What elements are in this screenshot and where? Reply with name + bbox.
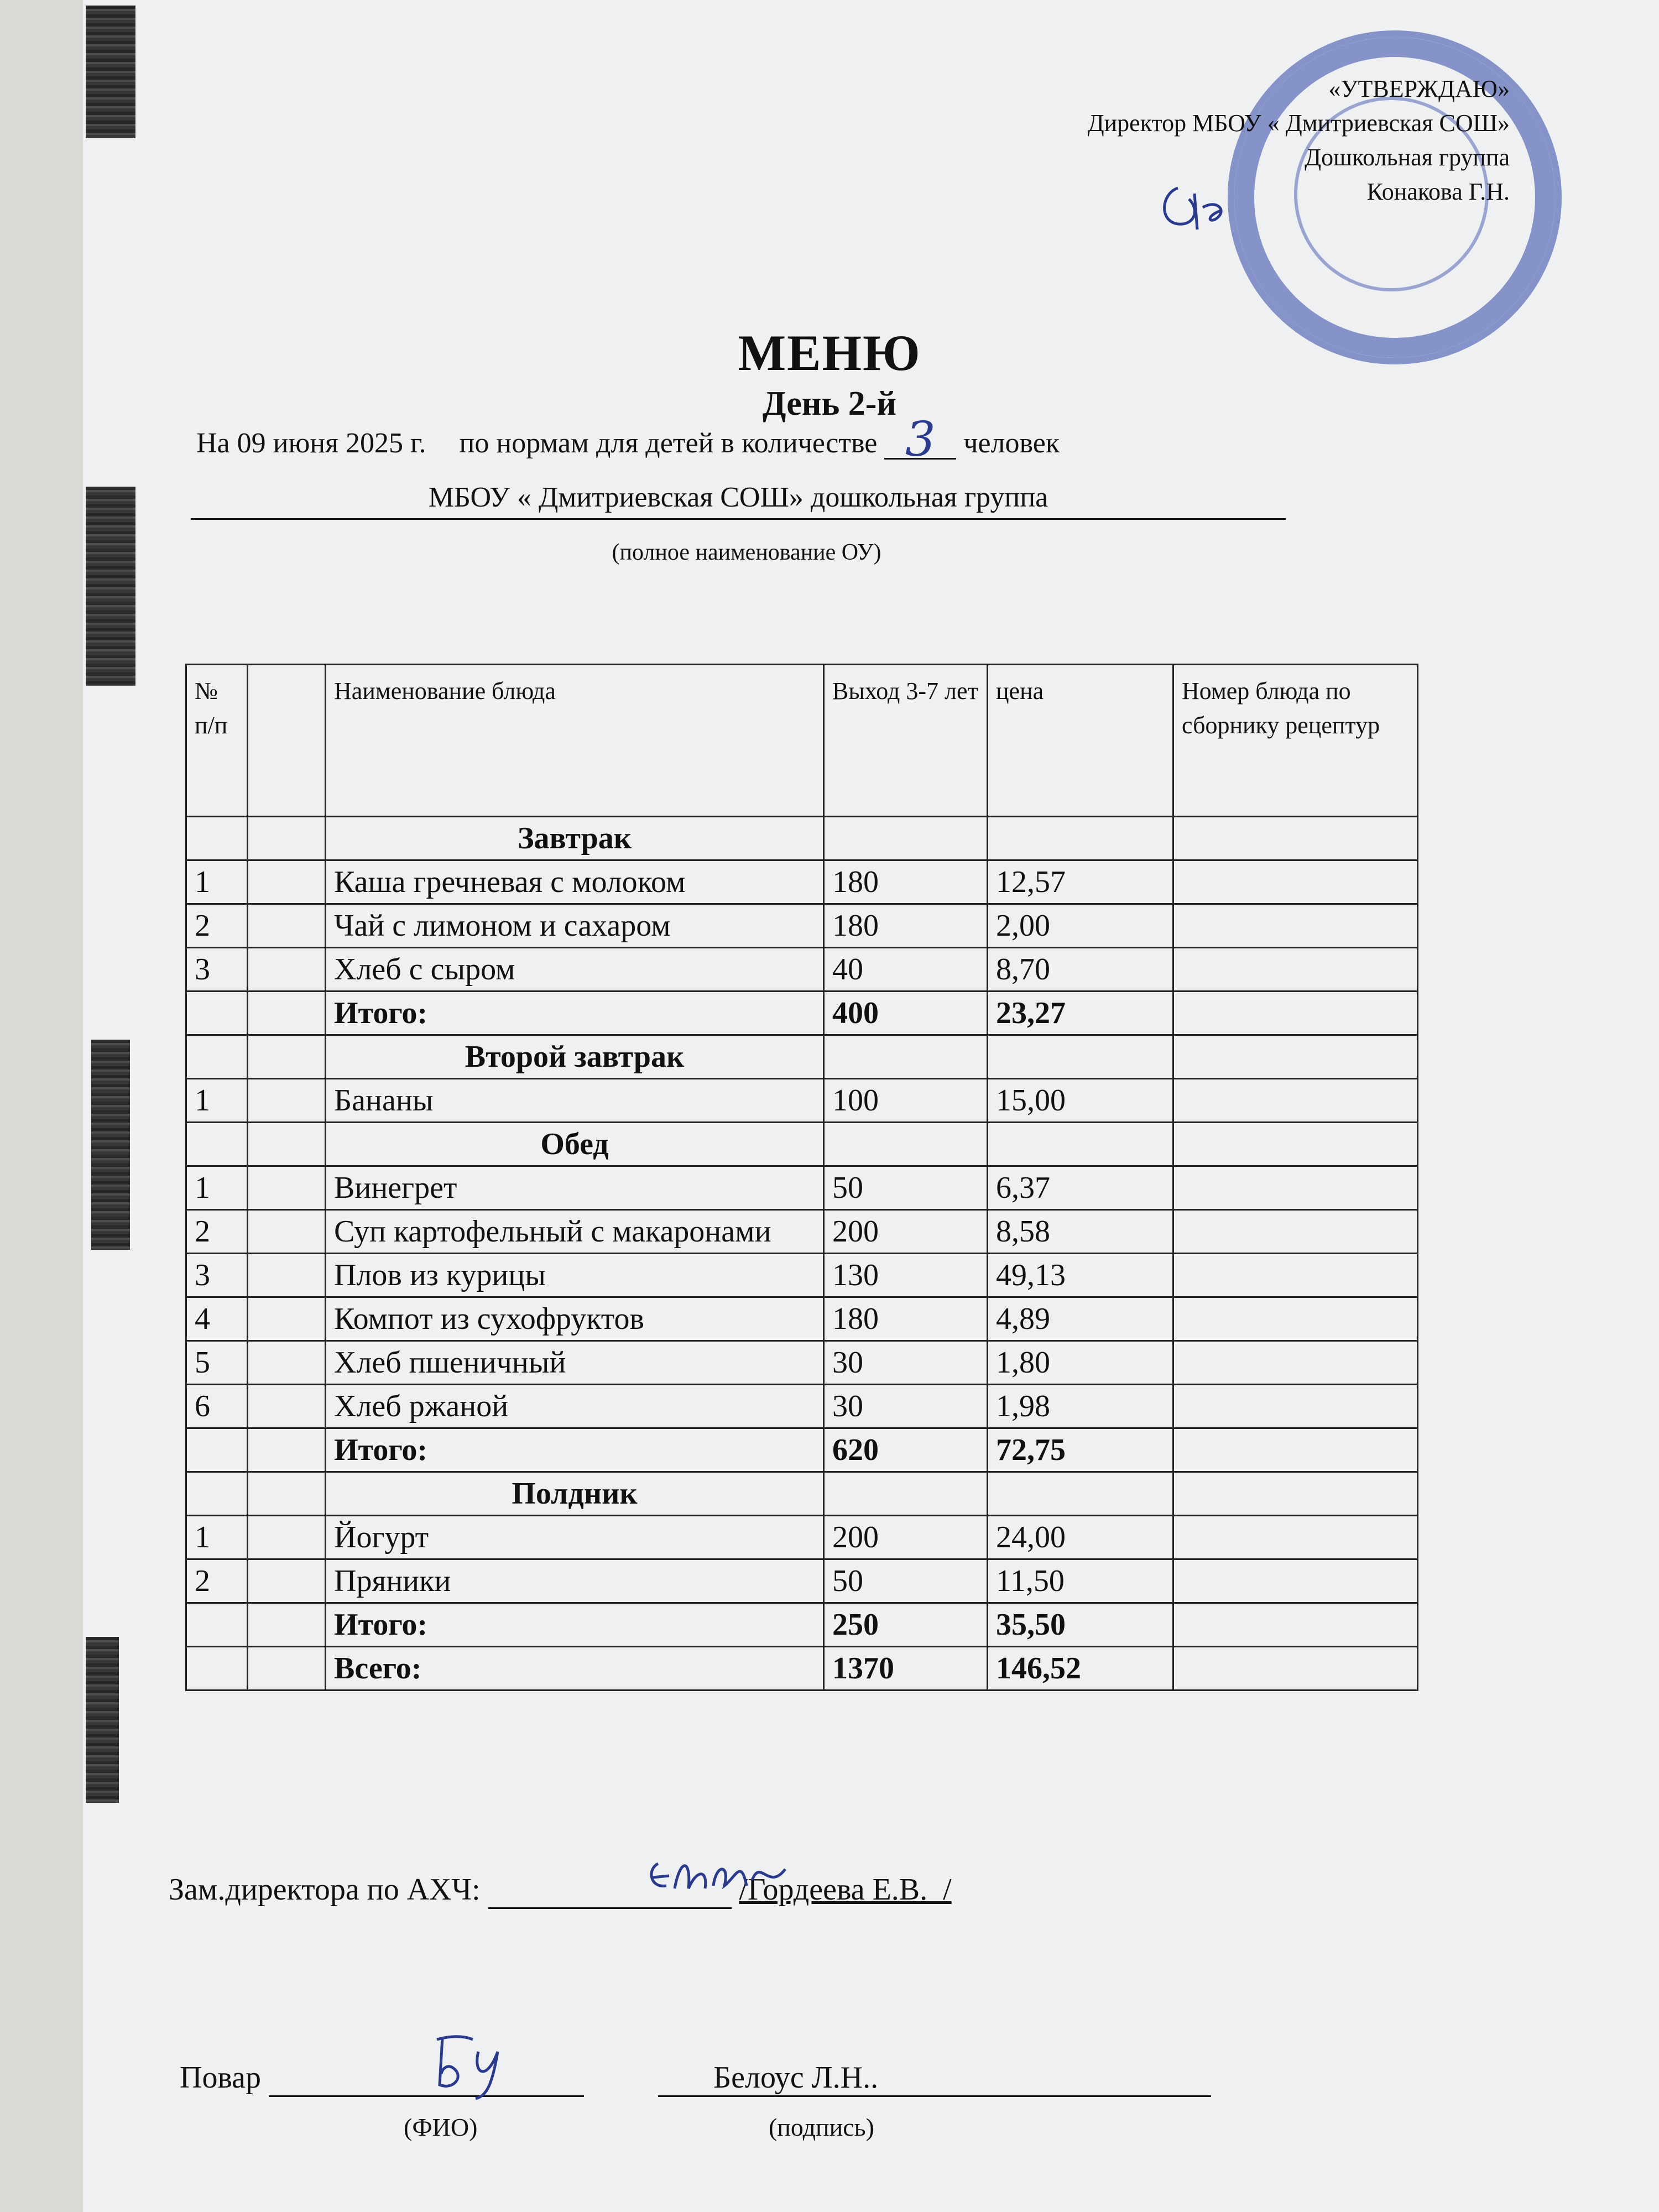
fio-note: (ФИО) xyxy=(404,2113,478,2141)
cell-blank xyxy=(248,904,326,948)
table-row xyxy=(186,860,1418,904)
cell-no xyxy=(186,1428,248,1472)
cell-dish-name: Чай с лимоном и сахаром xyxy=(326,904,824,948)
cell-recipe-number xyxy=(1173,1559,1418,1603)
cell-price: 1,98 xyxy=(988,1385,1173,1428)
total-row xyxy=(186,1603,1418,1647)
cell-dish-name: Итого: xyxy=(326,1603,824,1647)
cell-blank xyxy=(248,1254,326,1297)
section-row xyxy=(186,1123,1418,1166)
cook-name: Белоус Л.Н.. xyxy=(713,2060,879,2095)
cell-price xyxy=(988,1123,1173,1166)
cell-output: 400 xyxy=(824,992,988,1035)
cell-dish-name: Суп картофельный с макаронами xyxy=(326,1210,824,1254)
cell-blank xyxy=(248,817,326,860)
header-price: цена xyxy=(988,665,1173,817)
cell-output: 30 xyxy=(824,1341,988,1385)
signature-note: (подпись) xyxy=(769,2113,874,2141)
header-blank xyxy=(248,665,326,817)
director-signature xyxy=(1156,177,1239,238)
cell-no: 6 xyxy=(186,1385,248,1428)
count-suffix: человек xyxy=(963,427,1060,459)
cell-dish-name: Пряники xyxy=(326,1559,824,1603)
cell-price: 49,13 xyxy=(988,1254,1173,1297)
cell-price: 146,52 xyxy=(988,1647,1173,1691)
deputy-signature-row xyxy=(169,1872,952,1909)
cell-recipe-number xyxy=(1173,817,1418,860)
approval-name: Конакова Г.Н. xyxy=(1366,178,1510,205)
cell-price: 2,00 xyxy=(988,904,1173,948)
cell-no xyxy=(186,1035,248,1079)
cell-no: 3 xyxy=(186,1254,248,1297)
total-row xyxy=(186,1428,1418,1472)
cell-dish-name: Хлеб ржаной xyxy=(326,1385,824,1428)
cell-output: 620 xyxy=(824,1428,988,1472)
cell-recipe-number xyxy=(1173,1035,1418,1079)
cell-no xyxy=(186,1123,248,1166)
cell-blank xyxy=(248,1603,326,1647)
cell-recipe-number xyxy=(1173,1516,1418,1559)
date-line xyxy=(196,412,1060,467)
organization-name: МБОУ « Дмитриевская СОШ» дошкольная группа xyxy=(191,481,1286,520)
cell-dish-name: Полдник xyxy=(326,1472,824,1516)
cell-output: 100 xyxy=(824,1079,988,1123)
cell-recipe-number xyxy=(1173,904,1418,948)
cell-recipe-number xyxy=(1173,1123,1418,1166)
cell-dish-name: Обед xyxy=(326,1123,824,1166)
cell-no: 2 xyxy=(186,1559,248,1603)
cell-price: 24,00 xyxy=(988,1516,1173,1559)
cell-output: 50 xyxy=(824,1166,988,1210)
cell-price: 23,27 xyxy=(988,992,1173,1035)
cook-signature-row xyxy=(180,2060,1211,2097)
cell-recipe-number xyxy=(1173,1385,1418,1428)
cell-no: 1 xyxy=(186,1166,248,1210)
cell-output xyxy=(824,1123,988,1166)
cell-dish-name: Хлеб с сыром xyxy=(326,948,824,992)
cell-no: 1 xyxy=(186,860,248,904)
cell-no: 2 xyxy=(186,1210,248,1254)
cook-label: Повар xyxy=(180,2060,261,2095)
cell-dish-name: Хлеб пшеничный xyxy=(326,1341,824,1385)
section-row xyxy=(186,1472,1418,1516)
total-row xyxy=(186,1647,1418,1691)
cell-blank xyxy=(248,1210,326,1254)
cell-price xyxy=(988,817,1173,860)
cell-blank xyxy=(248,1428,326,1472)
children-count: 3 xyxy=(884,426,956,460)
table-row xyxy=(186,1166,1418,1210)
organization-note: (полное наименование ОУ) xyxy=(612,540,881,565)
cell-blank xyxy=(248,1516,326,1559)
table-row xyxy=(186,1385,1418,1428)
cell-price: 8,58 xyxy=(988,1210,1173,1254)
cell-blank xyxy=(248,1559,326,1603)
cell-recipe-number xyxy=(1173,1647,1418,1691)
cell-output: 250 xyxy=(824,1603,988,1647)
cell-output xyxy=(824,817,988,860)
cook-name-line xyxy=(658,2060,1211,2097)
day-title: День 2-й xyxy=(762,385,897,422)
cell-no xyxy=(186,1603,248,1647)
scan-edge-mark xyxy=(86,487,135,686)
cell-recipe-number xyxy=(1173,1166,1418,1210)
table-row xyxy=(186,1516,1418,1559)
cell-output: 200 xyxy=(824,1516,988,1559)
cell-recipe-number xyxy=(1173,1297,1418,1341)
cell-no xyxy=(186,992,248,1035)
cell-no: 1 xyxy=(186,1079,248,1123)
table-row xyxy=(186,1297,1418,1341)
cell-recipe-number xyxy=(1173,948,1418,992)
cell-dish-name: Каша гречневая с молоком xyxy=(326,860,824,904)
cell-recipe-number xyxy=(1173,1603,1418,1647)
menu-table xyxy=(185,664,1418,1691)
cell-no xyxy=(186,1472,248,1516)
table-row xyxy=(186,1210,1418,1254)
table-row xyxy=(186,948,1418,992)
cell-output: 180 xyxy=(824,904,988,948)
cell-price xyxy=(988,1035,1173,1079)
cell-blank xyxy=(248,1297,326,1341)
page-title: МЕНЮ xyxy=(738,325,921,381)
cell-no: 1 xyxy=(186,1516,248,1559)
cell-recipe-number xyxy=(1173,1254,1418,1297)
cell-dish-name: Компот из сухофруктов xyxy=(326,1297,824,1341)
header-dish-name: Наименование блюда xyxy=(326,665,824,817)
table-row xyxy=(186,1254,1418,1297)
cell-dish-name: Винегрет xyxy=(326,1166,824,1210)
section-row xyxy=(186,817,1418,860)
cell-output: 180 xyxy=(824,860,988,904)
cell-no: 3 xyxy=(186,948,248,992)
header-output: Выход 3-7 лет xyxy=(824,665,988,817)
cell-recipe-number xyxy=(1173,1210,1418,1254)
cell-price: 6,37 xyxy=(988,1166,1173,1210)
table-row xyxy=(186,1079,1418,1123)
approval-title: «УТВЕРЖДАЮ» xyxy=(1328,75,1510,102)
deputy-name: /Гордеева Е.В._/ xyxy=(739,1872,952,1907)
cell-blank xyxy=(248,1079,326,1123)
cell-price: 8,70 xyxy=(988,948,1173,992)
norms-text: по нормам для детей в количестве xyxy=(459,427,878,459)
cell-dish-name: Второй завтрак xyxy=(326,1035,824,1079)
cell-blank xyxy=(248,1647,326,1691)
cell-output: 50 xyxy=(824,1559,988,1603)
cell-recipe-number xyxy=(1173,860,1418,904)
scan-edge-mark xyxy=(91,1040,130,1250)
cook-handwritten-signature xyxy=(420,2030,520,2101)
section-row xyxy=(186,1035,1418,1079)
cell-price xyxy=(988,1472,1173,1516)
cell-blank xyxy=(248,1166,326,1210)
cell-output xyxy=(824,1035,988,1079)
approval-block xyxy=(1088,72,1510,209)
cell-recipe-number xyxy=(1173,1428,1418,1472)
cell-blank xyxy=(248,860,326,904)
cell-output: 180 xyxy=(824,1297,988,1341)
header-recipe-number: Номер блюда по сборнику рецептур xyxy=(1173,665,1418,817)
cell-dish-name: Завтрак xyxy=(326,817,824,860)
cell-price: 12,57 xyxy=(988,860,1173,904)
cell-dish-name: Итого: xyxy=(326,1428,824,1472)
table-row xyxy=(186,904,1418,948)
cell-blank xyxy=(248,1123,326,1166)
cell-output: 1370 xyxy=(824,1647,988,1691)
total-row xyxy=(186,992,1418,1035)
cell-output: 200 xyxy=(824,1210,988,1254)
scan-edge-mark xyxy=(86,1637,119,1803)
cell-dish-name: Плов из курицы xyxy=(326,1254,824,1297)
cell-recipe-number xyxy=(1173,992,1418,1035)
cell-dish-name: Бананы xyxy=(326,1079,824,1123)
cell-blank xyxy=(248,948,326,992)
cell-no: 4 xyxy=(186,1297,248,1341)
cell-no: 2 xyxy=(186,904,248,948)
table-row xyxy=(186,1559,1418,1603)
approval-group: Дошкольная группа xyxy=(1305,144,1510,171)
cell-blank xyxy=(248,1341,326,1385)
cell-no xyxy=(186,1647,248,1691)
cell-price: 72,75 xyxy=(988,1428,1173,1472)
cell-output xyxy=(824,1472,988,1516)
cell-price: 15,00 xyxy=(988,1079,1173,1123)
cell-recipe-number xyxy=(1173,1472,1418,1516)
table-header-row xyxy=(186,665,1418,817)
cell-price: 1,80 xyxy=(988,1341,1173,1385)
cell-blank xyxy=(248,1385,326,1428)
cell-no xyxy=(186,817,248,860)
cell-dish-name: Всего: xyxy=(326,1647,824,1691)
scan-edge-mark xyxy=(86,6,135,138)
cell-blank xyxy=(248,1472,326,1516)
cell-blank xyxy=(248,1035,326,1079)
cell-price: 4,89 xyxy=(988,1297,1173,1341)
deputy-label: Зам.директора по АХЧ: xyxy=(169,1872,481,1907)
cell-output: 30 xyxy=(824,1385,988,1428)
cell-blank xyxy=(248,992,326,1035)
menu-date: На 09 июня 2025 г. xyxy=(196,427,426,459)
cell-no: 5 xyxy=(186,1341,248,1385)
cell-dish-name: Йогурт xyxy=(326,1516,824,1559)
cell-price: 11,50 xyxy=(988,1559,1173,1603)
approval-director: Директор МБОУ « Дмитриевская СОШ» xyxy=(1087,109,1510,137)
cell-recipe-number xyxy=(1173,1341,1418,1385)
cell-recipe-number xyxy=(1173,1079,1418,1123)
cell-output: 130 xyxy=(824,1254,988,1297)
cell-dish-name: Итого: xyxy=(326,992,824,1035)
header-no: № п/п xyxy=(186,665,248,817)
table-row xyxy=(186,1341,1418,1385)
deputy-handwritten-signature xyxy=(641,1847,807,1908)
cell-output: 40 xyxy=(824,948,988,992)
cell-price: 35,50 xyxy=(988,1603,1173,1647)
